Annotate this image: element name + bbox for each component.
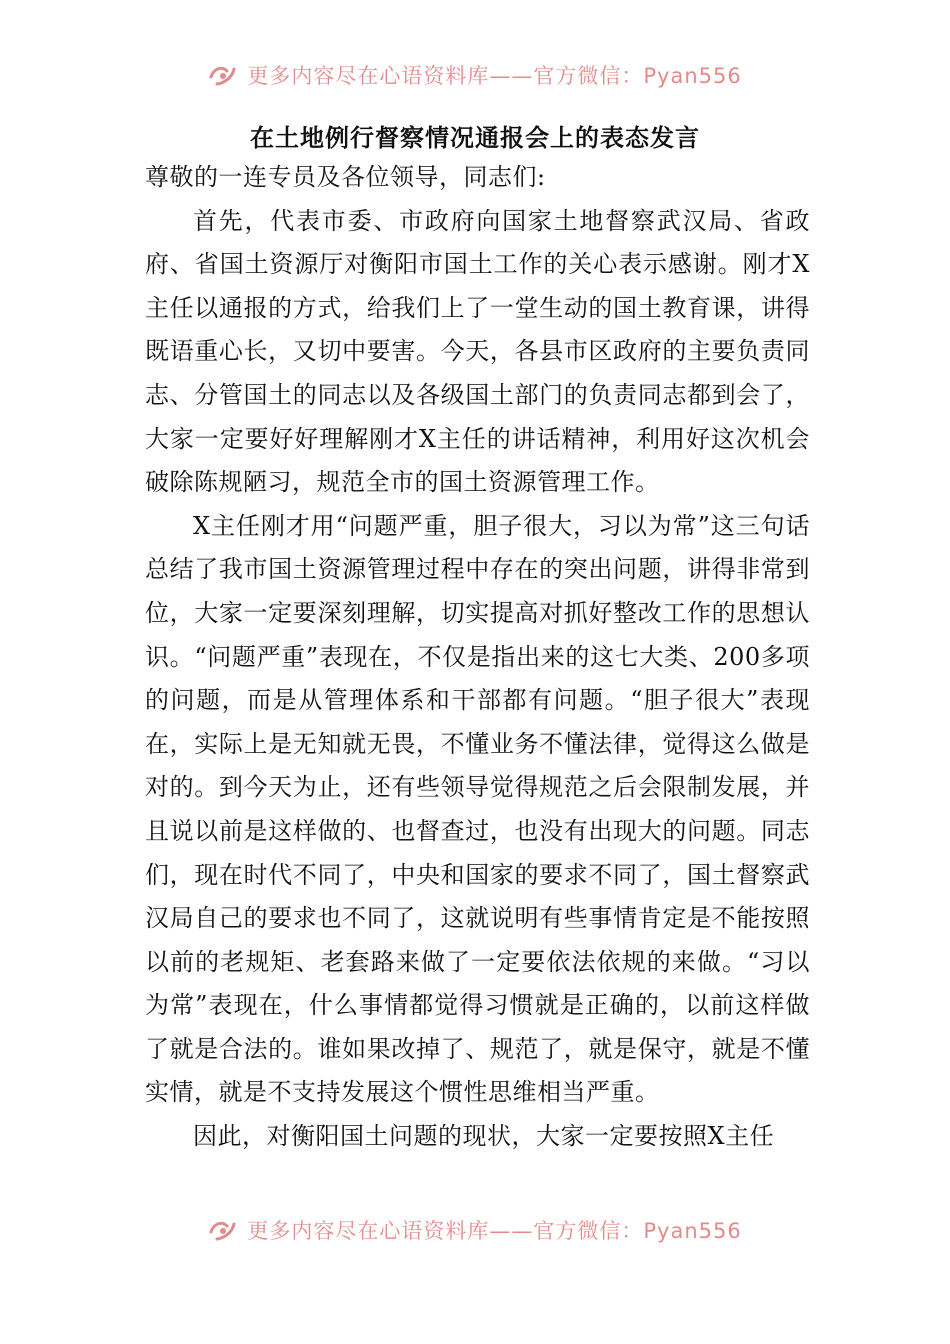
- header-watermark: [0, 52, 950, 88]
- watermark-text: 更多内容尽在心语资料库——官方微信：Pyan556: [247, 1219, 742, 1243]
- document-body: [145, 156, 810, 1159]
- footer-watermark: [0, 1207, 950, 1243]
- paragraph: 因此，对衡阳国土问题的现状，大家一定要按照X主任: [193, 1122, 775, 1151]
- watermark-logo-icon: [208, 1217, 238, 1243]
- paragraph: 首先，代表市委、市政府向国家土地督察武汉局、省政府、省国土资源厅对衡阳市国土工作的关心表示感谢。刚才X主任以通报的方式，给我们上了一堂生动的国土教育课，讲得既语重心长，又切中要害。今天，各县市区政府的主要负责同志、分管国土的同志以及各级国土部门的负责同志都到会了，大家一定要好好理解刚才X主任的讲话精神，利用好这次机会破除陈规陋习，规范全市的国土资源管理工作。: [145, 206, 810, 497]
- watermark-logo-icon: [208, 62, 238, 88]
- document-title: 在土地例行督察情况通报会上的表态发言: [250, 124, 700, 152]
- watermark-text: 更多内容尽在心语资料库——官方微信：Pyan556: [247, 64, 742, 88]
- paragraph: X主任刚才用“问题严重，胆子很大，习以为常”这三句话总结了我市国土资源管理过程中存在的突出问题，讲得非常到位，大家一定要深刻理解，切实提高对抓好整改工作的思想认识。“问题严重”表现在，不仅是指出来的这七大类、200多项的问题，而是从管理体系和干部都有问题。“胆子很大”表现在，实际上是无知就无畏，不懂业务不懂法律，觉得这么做是对的。到今天为止，还有些领导觉得规范之后会限制发展，并且说以前是这样做的、也督查过，也没有出现大的问题。同志们，现在时代不同了，中央和国家的要求不同了，国土督察武汉局自己的要求也不同了，这就说明有些事情肯定是不能按照以前的老规矩、老套路来做了一定要依法依规的来做。“习以为常”表现在，什么事情都觉得习惯就是正确的，以前这样做了就是合法的。谁如果改掉了、规范了，就是保守，就是不懂实情，就是不支持发展这个惯性思维相当严重。: [145, 511, 810, 1107]
- salutation: 尊敬的一连专员及各位领导，同志们:: [145, 163, 546, 191]
